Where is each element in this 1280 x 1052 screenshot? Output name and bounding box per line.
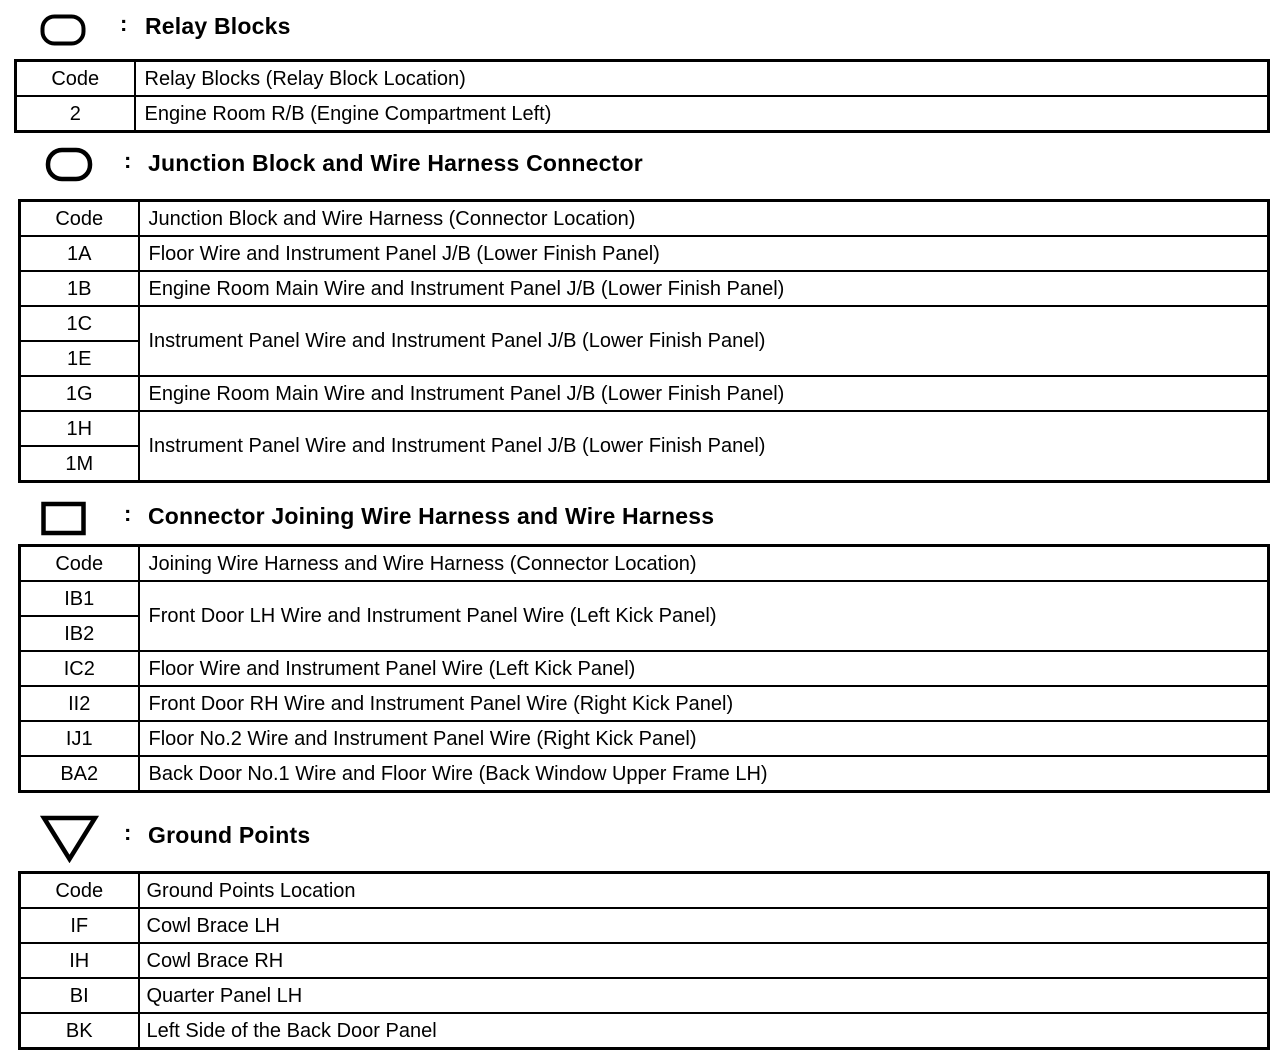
section-colon: :	[124, 820, 132, 845]
section-header-junction-block	[0, 145, 1280, 185]
location-cell: Quarter Panel LH	[139, 978, 1269, 1013]
header-code: Code	[16, 61, 135, 97]
code-cell: 1B	[20, 271, 139, 306]
location-cell: Front Door LH Wire and Instrument Panel Wire (Left Kick Panel)	[139, 581, 1269, 651]
location-cell: Front Door RH Wire and Instrument Panel Wire (Right Kick Panel)	[139, 686, 1269, 721]
code-cell: IB2	[20, 616, 139, 651]
location-cell: Back Door No.1 Wire and Floor Wire (Back Window Upper Frame LH)	[139, 756, 1269, 792]
location-cell: Left Side of the Back Door Panel	[139, 1013, 1269, 1049]
section-colon: :	[120, 11, 128, 36]
section-colon: :	[124, 501, 132, 526]
header-code: Code	[20, 201, 139, 237]
table-row	[20, 978, 1269, 1013]
junction-block-table	[18, 199, 1270, 483]
relay-blocks-table	[14, 59, 1270, 133]
section-colon: :	[124, 148, 132, 173]
section-header-ground-points	[0, 812, 1280, 852]
location-cell: Engine Room R/B (Engine Compartment Left)	[135, 96, 1269, 132]
section-header-relay-blocks	[0, 8, 1280, 48]
table-header-row	[20, 873, 1269, 909]
table-row	[20, 581, 1269, 616]
table-row	[16, 96, 1269, 132]
header-location: Relay Blocks (Relay Block Location)	[135, 61, 1269, 97]
table-header-row	[20, 546, 1269, 582]
code-cell: 1E	[20, 341, 139, 376]
header-location: Joining Wire Harness and Wire Harness (Connector Location)	[139, 546, 1269, 582]
header-location: Junction Block and Wire Harness (Connector Location)	[139, 201, 1269, 237]
table-row	[20, 651, 1269, 686]
code-cell: 1G	[20, 376, 139, 411]
ground-points-table	[18, 871, 1270, 1050]
code-cell: 1C	[20, 306, 139, 341]
table-row	[20, 306, 1269, 341]
code-cell: IF	[20, 908, 139, 943]
rounded-rect-icon	[40, 14, 86, 46]
code-cell: BK	[20, 1013, 139, 1049]
triangle-down-icon	[40, 813, 100, 863]
header-code: Code	[20, 546, 139, 582]
section-title: Junction Block and Wire Harness Connector	[148, 150, 643, 176]
table-row	[20, 271, 1269, 306]
section-header-connector-joining	[0, 498, 1280, 538]
code-cell: BA2	[20, 756, 139, 792]
table-row	[20, 721, 1269, 756]
table-header-row	[16, 61, 1269, 97]
connector-joining-table	[18, 544, 1270, 793]
location-cell: Floor Wire and Instrument Panel Wire (Left Kick Panel)	[139, 651, 1269, 686]
code-cell: 1H	[20, 411, 139, 446]
section-title: Connector Joining Wire Harness and Wire Harness	[148, 503, 715, 529]
code-cell: IJ1	[20, 721, 139, 756]
oval-icon	[45, 147, 93, 183]
section-title: Ground Points	[148, 822, 311, 848]
location-cell: Instrument Panel Wire and Instrument Panel J/B (Lower Finish Panel)	[139, 411, 1269, 482]
location-cell: Engine Room Main Wire and Instrument Panel J/B (Lower Finish Panel)	[139, 376, 1269, 411]
location-cell: Cowl Brace RH	[139, 943, 1269, 978]
code-cell: 1A	[20, 236, 139, 271]
header-code: Code	[20, 873, 139, 909]
header-location: Ground Points Location	[139, 873, 1269, 909]
location-cell: Engine Room Main Wire and Instrument Panel J/B (Lower Finish Panel)	[139, 271, 1269, 306]
table-row	[20, 236, 1269, 271]
section-title: Relay Blocks	[145, 13, 291, 39]
table-header-row	[20, 201, 1269, 237]
code-cell: 1M	[20, 446, 139, 482]
location-cell: Cowl Brace LH	[139, 908, 1269, 943]
table-row	[20, 1013, 1269, 1049]
table-row	[20, 756, 1269, 792]
location-cell: Instrument Panel Wire and Instrument Panel J/B (Lower Finish Panel)	[139, 306, 1269, 376]
code-cell: IC2	[20, 651, 139, 686]
location-cell: Floor Wire and Instrument Panel J/B (Lower Finish Panel)	[139, 236, 1269, 271]
table-row	[20, 908, 1269, 943]
code-cell: BI	[20, 978, 139, 1013]
table-row	[20, 376, 1269, 411]
table-row	[20, 411, 1269, 446]
code-cell: IH	[20, 943, 139, 978]
code-cell: 2	[16, 96, 135, 132]
square-icon	[41, 501, 87, 537]
table-row	[20, 943, 1269, 978]
code-cell: II2	[20, 686, 139, 721]
code-cell: IB1	[20, 581, 139, 616]
table-row	[20, 686, 1269, 721]
location-cell: Floor No.2 Wire and Instrument Panel Wire (Right Kick Panel)	[139, 721, 1269, 756]
